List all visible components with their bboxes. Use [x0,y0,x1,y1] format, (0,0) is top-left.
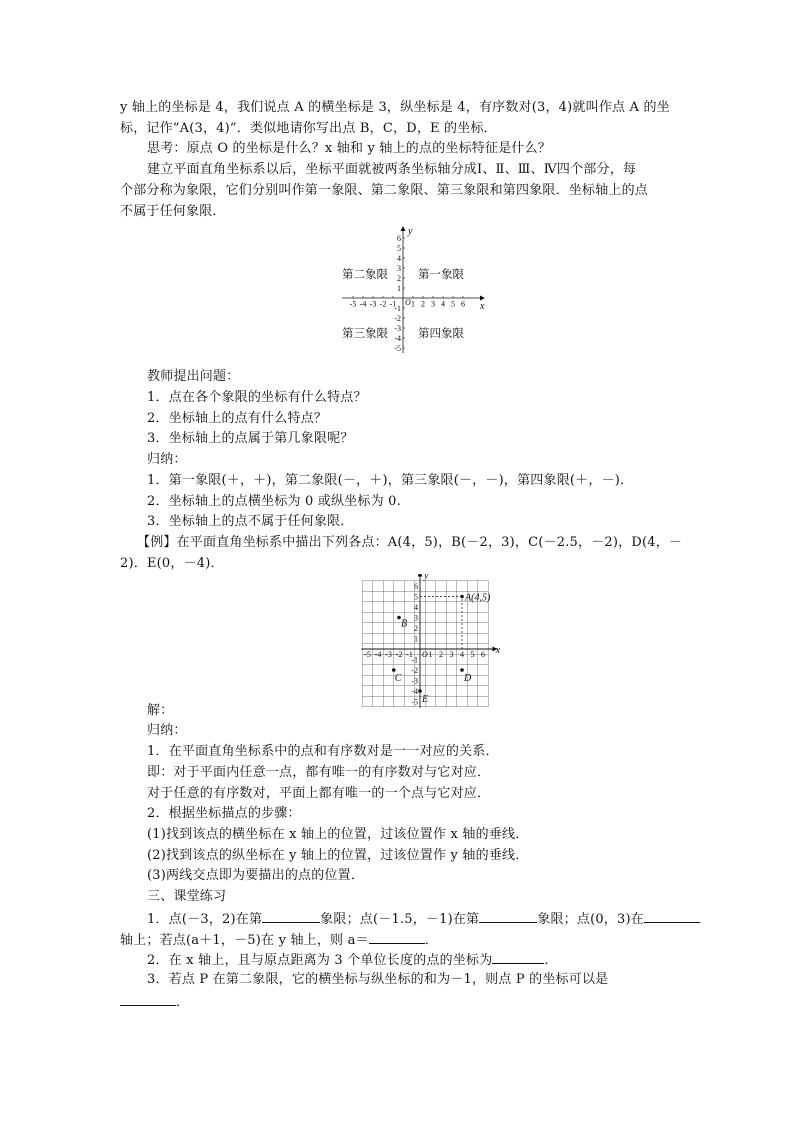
questions-head: 教师提出问题： [147,369,240,384]
quad-origin: O [405,298,411,307]
practice-1-blank-3[interactable] [644,910,700,923]
quad-x-tick-label: -5 [349,299,357,309]
quad-x-tick-label: 3 [431,299,435,309]
quad-y-tick-label: -1 [394,304,401,313]
grid-x-tick-label: -3 [385,650,392,659]
summary2-step-2: (2)找到该点的纵坐标在 y 轴上的位置，过该位置作 y 轴的垂线． [147,848,529,863]
grid-y-label: y [424,574,429,582]
practice-3-b: ． [176,995,190,1010]
quad-label-4: 第四象限 [418,326,464,340]
practice-1-c: 象限；点(0，3)在 [537,912,644,927]
grid-y-tick-label: 1 [414,634,418,644]
practice-1-b: 象限；点(－1.5，－1)在第 [320,912,480,927]
grid-x-tick-label: 2 [439,650,443,659]
quad-y-tick-label: 6 [397,234,401,243]
summary2-item-1: 1．在平面直角坐标系中的点和有序数对是一一对应的关系． [147,744,499,759]
quad-y-tick-label: 3 [397,264,401,273]
point-label-d: D [464,673,472,684]
practice-head: 三、课堂练习 [147,889,227,904]
grid-x-tick-label: 6 [481,650,485,659]
quad-y-tick-label: -3 [394,324,401,333]
practice-3-a: 3．若点 P 在第二象限，它的横坐标与纵坐标的和为－1，则点 P 的坐标可以是 [147,972,609,987]
practice-2-a: 2．在 x 轴上，且与原点距离为 3 个单位长度的点的坐标为 [147,953,493,968]
practice-1-a: 1．点(－3，2)在第 [147,912,263,927]
quad-label-3: 第三象限 [342,326,388,340]
summary2-item-4: 2．根据坐标描点的步骤： [147,806,301,821]
solution-label: 解： [147,703,174,718]
quad-x-tick-label: 6 [461,299,465,309]
intro-line-2: 标，记作“A(3，4)”．类似地请你写出点 B，C，D，E 的坐标． [120,121,497,136]
quadrant-figure [330,225,490,360]
quad-y-tick-label: -4 [394,334,401,343]
question-3: 3．坐标轴上的点属于第几象限呢？ [147,431,354,446]
point-label-e: E [422,694,429,705]
summary1-head: 归纳： [147,452,187,467]
quad-x-tick-label: -4 [359,299,367,309]
grid-x-tick-label: -5 [364,650,371,659]
intro-think: 思考：原点 O 的坐标是什么？x 轴和 y 轴上的点的坐标特征是什么？ [147,141,551,156]
grid-y-tick-label: -1 [411,655,418,665]
intro-line-1: y 轴上的坐标是 4，我们说点 A 的横坐标是 3，纵坐标是 4，有序数对(3，4)就叫作点 A 的坐 [120,100,670,115]
practice-1-line-2 [120,931,680,949]
practice-3 [147,972,707,988]
quad-x-tick-label: -1 [389,299,397,309]
summary1-item-3: 3．坐标轴上的点不属于任何象限． [147,514,354,529]
grid-y-tick-label: -5 [411,697,418,707]
example-line-2: 2)．E(0，－4)． [120,556,224,571]
point-d [460,668,464,672]
quad-y-tick-label: 1 [397,284,401,293]
quad-label-1: 第一象限 [418,267,464,281]
grid-x-tick-label: 4 [460,650,464,659]
grid-y-arrow [418,574,423,577]
grid-x-tick-label: -4 [374,650,382,659]
summary2-step-3: (3)两线交点即为要描出的点的位置． [147,868,365,883]
grid-y-tick-label: 6 [414,582,418,591]
grid-x-tick-label: 1 [428,650,433,659]
grid-y-tick-label: 2 [414,624,418,633]
quad-label-2: 第二象限 [342,267,388,281]
quad-x-label: x [480,301,485,312]
point-a [460,595,464,599]
quad-x-tick-label: -2 [379,299,387,309]
summary2-head: 归纳： [147,723,187,738]
grid-origin-label: O [422,650,428,659]
point-label-c: C [394,673,402,684]
quad-y-arrow [401,226,406,231]
practice-1-blank-4[interactable] [369,931,425,944]
intro-line-4: 建立平面直角坐标系以后，坐标平面就被两条坐标轴分成Ⅰ、Ⅱ、Ⅲ、Ⅳ四个部分，每 [147,162,637,177]
quad-x-tick-label: 5 [451,299,455,309]
question-1: 1．点在各个象限的坐标有什么特点？ [147,390,367,405]
practice-2 [147,951,707,969]
question-2: 2．坐标轴上的点有什么特点？ [147,411,328,426]
summary2-item-3: 对于任意的有序数对，平面上都有唯一的一个点与它对应． [147,786,491,801]
intro-line-6: 不属于任何象限． [120,204,226,219]
summary1-item-2: 2．坐标轴上的点横坐标为 0 或纵坐标为 0. [147,494,401,509]
summary2-step-1: (1)找到该点的横坐标在 x 轴上的位置，过该位置作 x 轴的垂线． [147,827,529,842]
quad-x-arrow [480,296,485,301]
practice-2-b: ． [544,953,558,968]
grid-y-tick-label: -2 [411,666,418,675]
grid-y-tick-label: 5 [414,592,418,602]
practice-2-blank[interactable] [492,951,544,964]
grid-x-tick-label: -1 [406,650,413,659]
quad-y-tick-label: 4 [397,254,401,263]
quad-x-tick-label: 2 [421,299,425,309]
quad-y-tick-label: 5 [397,244,401,253]
quad-x-tick-label: -3 [369,299,377,309]
quad-y-tick-label: -5 [394,344,401,353]
grid-x-tick-label: -2 [395,650,403,659]
example-line-1: 【例】在平面直角坐标系中描出下列各点：A(4，5)，B(－2，3)，C(－2.5，－2)，D(4，－ [137,535,683,550]
grid-y-tick-label: 4 [414,603,418,612]
grid-x-tick-label: 5 [470,650,475,659]
point-c [392,668,396,672]
practice-1-blank-2[interactable] [479,910,537,923]
practice-3-line-2 [120,993,680,1011]
practice-3-blank[interactable] [120,993,176,1006]
practice-1-line-1 [147,910,707,928]
example-grid-chart [350,574,500,719]
summary2-item-2: 即：对于平面内任意一点，都有唯一的有序数对与它对应． [147,765,491,780]
intro-line-5: 个部分称为象限，它们分别叫作第一象限、第二象限、第三象限和第四象限．坐标轴上的点 [120,183,649,198]
grid-y-tick-label: -3 [411,676,418,686]
summary1-item-1: 1．第一象限(＋，＋)，第二象限(－，＋)，第三象限(－，－)，第四象限(＋，－)． [147,473,634,488]
point-label-b: B [401,618,408,630]
quad-y-tick-label: 2 [397,274,401,283]
grid-y-tick-label: 3 [414,613,418,623]
quad-y-tick-label: -2 [394,314,401,323]
point-e [418,689,422,693]
quad-x-tick-label: 1 [411,299,415,309]
practice-1-d: 轴上；若点(a＋1，－5)在 y 轴上，则 a＝ [120,933,369,948]
quad-y-label: y [408,226,413,237]
quad-x-tick-label: 4 [441,299,445,309]
point-label-a: A(4,5) [465,592,491,604]
practice-1-e: ． [424,933,438,948]
grid-y-tick-label: -4 [411,687,418,696]
practice-1-blank-1[interactable] [262,910,320,923]
grid-x-label: x [495,645,500,656]
grid-x-tick-label: 3 [449,650,454,659]
